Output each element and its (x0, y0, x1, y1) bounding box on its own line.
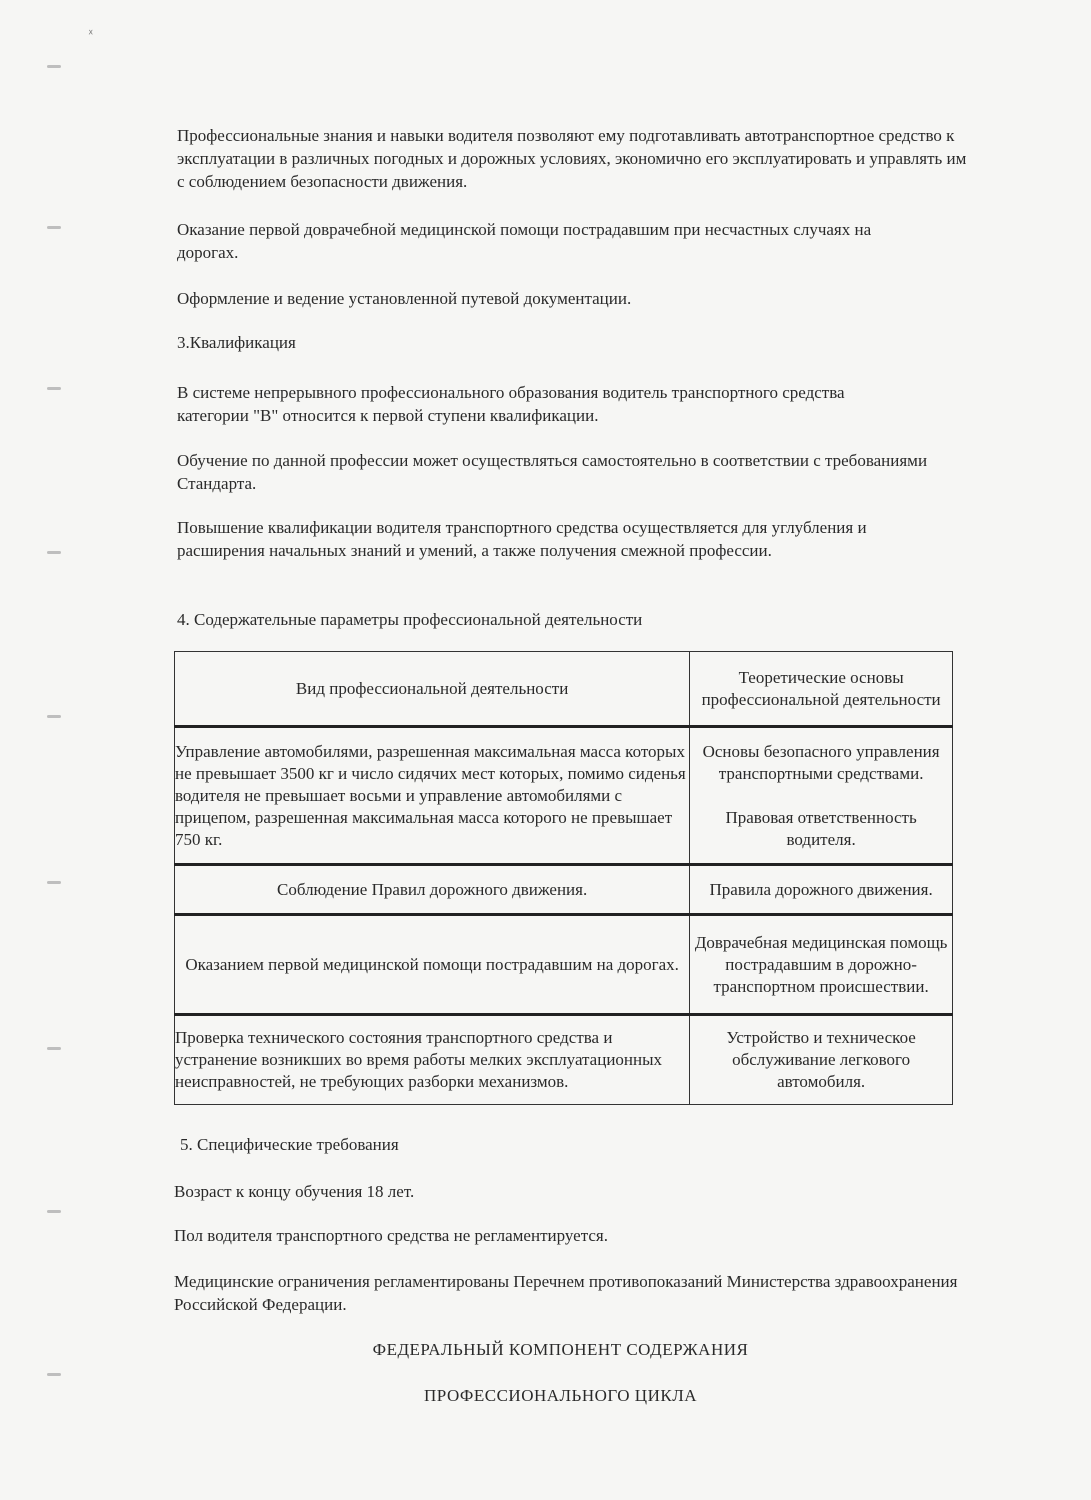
punch-mark (47, 1047, 61, 1050)
section-heading-specific-requirements: 5. Специфические требования (180, 1135, 399, 1154)
theory-item: Правовая ответственность водителя. (725, 807, 917, 849)
punch-mark (47, 1210, 61, 1213)
professional-parameters-table (174, 651, 953, 1105)
paragraph-first-aid: Оказание первой доврачебной медицинской помощи пострадавшим при несчастных случаях на дорогах. (177, 220, 872, 262)
table-header-theory: Теоретические основы профессиональной деятельности (690, 652, 953, 727)
section-heading-parameters: 4. Содержательные параметры профессиональной деятельности (177, 610, 643, 629)
punch-mark (47, 65, 61, 68)
heading-professional-cycle: ПРОФЕССИОНАЛЬНОГО ЦИКЛА (424, 1386, 697, 1405)
paragraph-training: Обучение по данной профессии может осуществляться самостоятельно в соответствии с требованиями Стандарта. (177, 451, 928, 493)
cell-gap (690, 785, 952, 807)
table-cell-activity: Управление автомобилями, разрешенная максимальная масса которых не превышает 3500 кг и число сидячих мест которых, помимо сиденья водителя не превышает восьми и управление автомобилями с прицепом, разрешенная максимальная масса которого не превышает 750 кг. (175, 727, 690, 865)
table-row (175, 865, 953, 915)
scan-speck: ᕁ (88, 29, 94, 41)
section-heading-qualification: 3.Квалификация (177, 333, 296, 352)
punch-mark (47, 387, 61, 390)
paragraph-medical-restrictions: Медицинские ограничения регламентированы Перечнем противопоказаний Министерства здравоохранения Российской Федерации. (174, 1272, 958, 1314)
punch-mark (47, 1373, 61, 1376)
punch-mark (47, 881, 61, 884)
table-cell-theory (690, 727, 953, 865)
table-cell-activity: Соблюдение Правил дорожного движения. (175, 865, 690, 915)
table-row (175, 727, 953, 865)
table-cell-activity: Проверка технического состояния транспортного средства и устранение возникших во время работы мелких эксплуатационных неисправностей, не требующих разборки механизмов. (175, 1015, 690, 1105)
table-header-activity: Вид профессиональной деятельности (175, 652, 690, 727)
heading-federal-component: ФЕДЕРАЛЬНЫЙ КОМПОНЕНТ СОДЕРЖАНИЯ (372, 1340, 749, 1359)
table-cell-theory: Устройство и техническое обслуживание легкового автомобиля. (690, 1015, 953, 1105)
table-row (175, 1015, 953, 1105)
paragraph-gender: Пол водителя транспортного средства не регламентируется. (174, 1226, 608, 1245)
table-row (175, 915, 953, 1015)
paragraph-documentation: Оформление и ведение установленной путевой документации. (177, 289, 632, 308)
paragraph-advanced-training: Повышение квалификации водителя транспортного средства осуществляется для углубления и расширения начальных знаний и умений, а также получения смежной профессии. (177, 518, 867, 560)
paragraph-qualification-level: В системе непрерывного профессионального образования водитель транспортного средства категории "В" относится к первой ступени квалификации. (177, 383, 845, 425)
table-cell-theory: Правила дорожного движения. (690, 865, 953, 915)
paragraph-age: Возраст к концу обучения 18 лет. (174, 1182, 415, 1201)
paragraph-driver-skills: Профессиональные знания и навыки водителя позволяют ему подготавливать автотранспортное средство к эксплуатации в различных погодных и дорожных условиях, экономично его эксплуатировать и управлять им с соблюдением безопасности движения. (177, 126, 967, 191)
punch-mark (47, 715, 61, 718)
punch-mark (47, 551, 61, 554)
table-cell-theory: Доврачебная медицинская помощь пострадавшим в дорожно-транспортном происшествии. (690, 915, 953, 1015)
theory-item: Основы безопасного управления транспортными средствами. (702, 741, 940, 783)
table-header-row (175, 652, 953, 727)
table-cell-activity: Оказанием первой медицинской помощи пострадавшим на дорогах. (175, 915, 690, 1015)
punch-mark (47, 226, 61, 229)
